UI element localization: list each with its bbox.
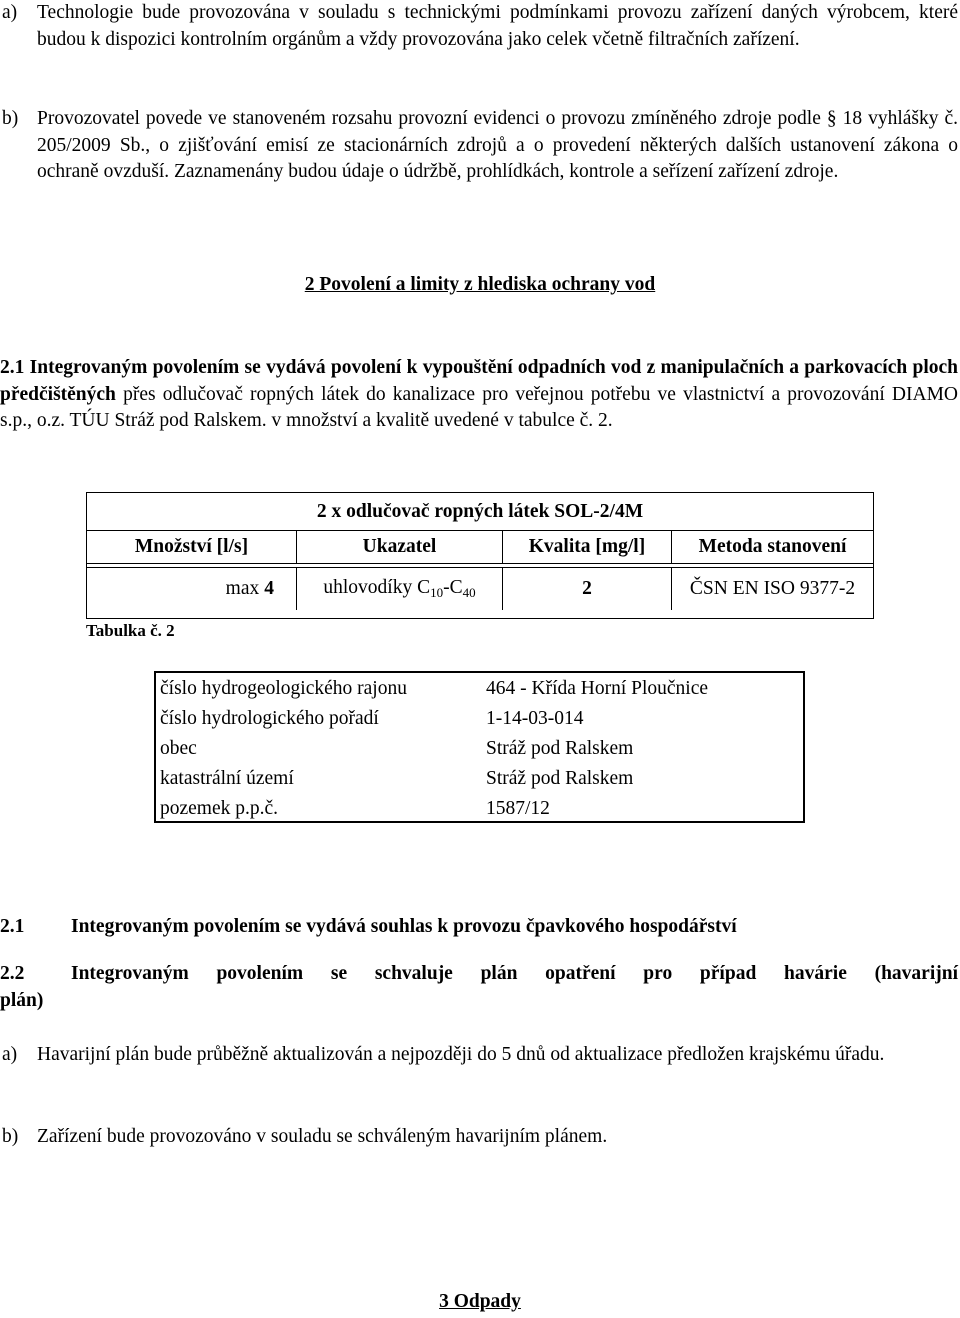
- info-value: 1-14-03-014: [486, 708, 584, 729]
- table-caption: Tabulka č. 2: [86, 621, 175, 640]
- paragraph-text: přes odlučovač ropných látek do kanalizace pro veřejnou potřebu ve vlastnictví a provozování DIAMO s.p., o.z. TÚU Stráž pod Ralskem. v množství a kvalitě uvedené v tabulce č. 2.: [0, 383, 958, 431]
- list-marker: a): [2, 2, 18, 23]
- paragraph-bold-text: Integrovaným povolením se vydává povolení k vypouštění odpadních vod z manipulačních a parkovacích ploch předčištěných: [0, 357, 958, 405]
- table-cell-metoda: ČSN EN ISO 9377-2: [671, 568, 873, 610]
- paragraph-2-1: [0, 355, 958, 435]
- info-label: číslo hydrogeologického rajonu: [160, 678, 407, 699]
- table-row: [87, 567, 873, 619]
- info-value: 464 - Křída Horní Ploučnice: [486, 678, 709, 699]
- table-title: 2 x odlučovač ropných látek SOL-2/4M: [316, 501, 644, 522]
- heading-text: Integrovaným povolením se schvaluje plán opatření pro případ havárie (havarijní: [71, 963, 958, 984]
- list-item-a: [0, 0, 958, 53]
- table-header-cell: Metoda stanovení: [671, 531, 873, 563]
- list-marker: b): [2, 1126, 19, 1147]
- section-title: 3 Odpady: [439, 1291, 521, 1312]
- list-marker: a): [2, 1044, 18, 1065]
- hydro-info-table: [154, 671, 805, 823]
- list-item-text: Zařízení bude provozováno v souladu se schváleným havarijním plánem.: [37, 1126, 608, 1147]
- info-value: Stráž pod Ralskem: [486, 768, 634, 789]
- info-label: katastrální území: [160, 768, 294, 789]
- list-item-text: Provozovatel povede ve stanoveném rozsahu provozní evidenci o provozu zmíněného zdroje podle § 18 vyhlášky č. 205/2009 Sb., o zjišťování emisí ze stacionárních zdrojů a o provedení některých dalších ustanovení zákona o ochraně ovzduší. Zaznamenány budou údaje o údržbě, prohlídkách, kontrole a seřízení zařízení zdroje.: [37, 108, 958, 182]
- heading-2-2: [0, 961, 958, 988]
- info-label: pozemek p.p.č.: [160, 798, 279, 819]
- list-item-text: Technologie bude provozována v souladu s technickými podmínkami provozu zařízení daných výrobcem, které budou k dispozici kontrolním orgánům a vždy provozována jako celek včetně filtračních zařízení.: [37, 2, 958, 50]
- heading-number: 2.2: [0, 963, 25, 984]
- limits-table: [86, 492, 874, 619]
- table-cell-ukazatel: [296, 568, 502, 610]
- cell-value: uhlovodíky $C_{10}-C_{40}$: [323, 577, 476, 600]
- list-item-b: [0, 1124, 958, 1151]
- section-title: 2 Povolení a limity z hlediska ochrany vod: [304, 274, 656, 295]
- paragraph-number: 2.1: [0, 357, 25, 378]
- table-header-cell: Množství [l/s]: [134, 536, 249, 557]
- table-cell-kvalita: 2: [502, 568, 671, 610]
- info-label: číslo hydrologického pořadí: [160, 708, 379, 729]
- cell-label: max: [225, 578, 260, 599]
- info-value: 1587/12: [486, 798, 550, 819]
- list-item-b: [0, 106, 958, 186]
- table-header-row: [87, 530, 873, 564]
- list-item-a: [0, 1042, 958, 1069]
- table-header-cell: Ukazatel: [296, 531, 502, 563]
- heading-text: Integrovaným povolením se vydává souhlas k provozu čpavkového hospodářství: [71, 916, 737, 937]
- list-marker: b): [2, 108, 19, 129]
- list-item-text: Havarijní plán bude průběžně aktualizován a nejpozději do 5 dnů od aktualizace předložen krajskému úřadu.: [37, 1044, 885, 1065]
- info-value: Stráž pod Ralskem: [486, 738, 634, 759]
- cell-value: 4: [264, 578, 274, 599]
- heading-2-2-continuation: plán): [0, 990, 44, 1011]
- table-header-cell: Kvalita [mg/l]: [502, 531, 671, 563]
- heading-number: 2.1: [0, 916, 25, 937]
- info-label: obec: [160, 738, 197, 759]
- table-cell-mnozstvi: [87, 568, 296, 610]
- heading-2-1: [0, 914, 958, 941]
